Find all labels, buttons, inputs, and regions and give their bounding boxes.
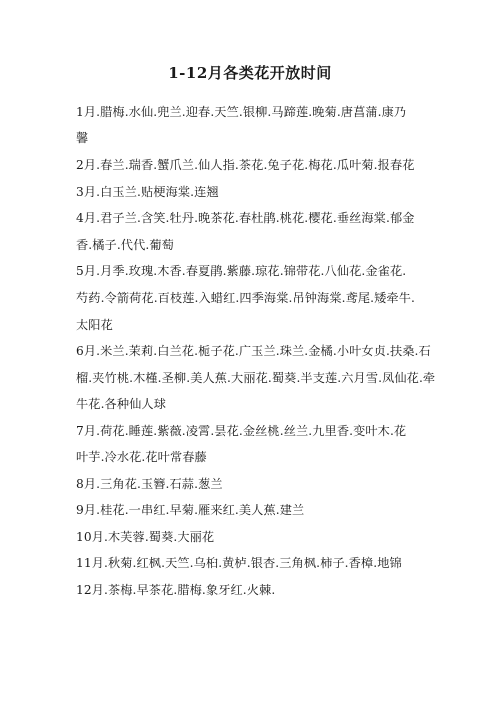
text-line: 牛花.各种仙人球 [76,397,166,411]
text-line: 11月.秋菊.红枫.天竺.乌桕.黄栌.银杏.三角枫.柿子.香樟.地锦 [76,556,402,570]
text-line: 6月.米兰.茉莉.白兰花.栀子花.广玉兰.珠兰.金橘.小叶女贞.扶桑.石 [76,344,431,358]
text-line: 3月.白玉兰.贴梗海棠.连翘 [76,185,219,199]
text-line: 5月.月季.玫瑰.木香.春夏鹃.紫藤.琼花.锦带花.八仙花.金雀花. [76,264,407,278]
text-line: 12月.茶梅.早茶花.腊梅.象牙红.火棘. [76,583,276,597]
text-line: 1月.腊梅.水仙.兜兰.迎春.天竺.银柳.马蹄莲.晚菊.唐菖蒲.康乃 [76,105,407,119]
text-line: 香.橘子.代代.葡萄 [76,238,174,252]
text-line: 10月.木芙蓉.蜀葵.大丽花 [76,530,215,544]
text-line: 4月.君子兰.含笑.牡丹.晚茶花.春杜鹃.桃花.樱花.垂丝海棠.郁金 [76,211,415,225]
text-line: 叶芋.冷水花.花叶常春藤 [76,450,207,464]
text-line: 榴.夹竹桃.木槿.圣柳.美人蕉.大丽花.蜀葵.半支莲.六月雪.凤仙花.牵 [76,371,436,385]
text-line: 9月.桂花.一串红.早菊.雁来红.美人蕉.建兰 [76,503,305,517]
text-line: 7月.荷花.睡莲.紫薇.凌霄.昙花.金丝桃.丝兰.九里香.变叶木.花 [76,424,407,438]
text-line: 馨 [76,131,89,145]
text-line: 芍药.令箭荷花.百枝莲.入蜡红.四季海棠.吊钟海棠.鸢尾.矮牵牛. [76,291,415,305]
text-line: 2月.春兰.瑞香.蟹爪兰.仙人指.茶花.兔子花.梅花.瓜叶菊.报春花 [76,158,415,172]
document-title: 1-12月各类花开放时间 [168,64,332,82]
text-line: 8月.三角花.玉簪.石蒜.葱兰 [76,477,223,491]
text-line: 太阳花 [76,318,113,332]
